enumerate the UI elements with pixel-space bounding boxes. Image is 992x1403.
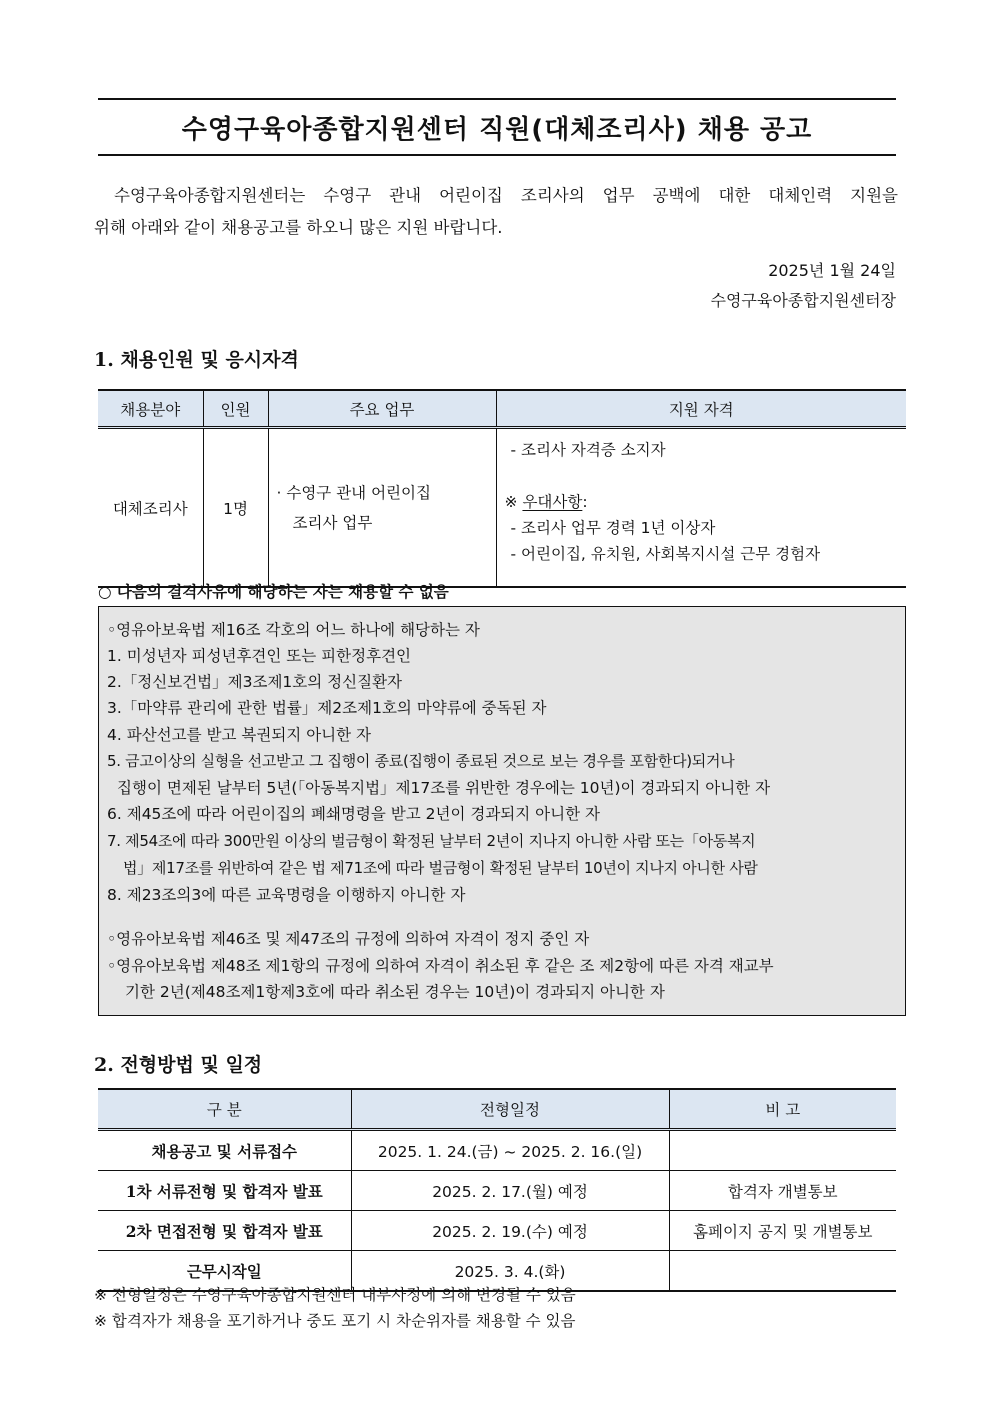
issuer: 수영구육아종합지원센터장 [710,291,896,310]
row-schedule: 2025. 3. 4.(화) [351,1251,669,1292]
header-schedule: 전형일정 [351,1089,669,1130]
header-count: 인원 [203,390,268,428]
dq-line: ◦영유아보육법 제16조 각호의 어느 하나에 해당하는 자 [107,621,480,639]
dq-line: 8. 제23조의3에 따른 교육명령을 이행하지 아니한 자 [107,886,466,904]
schedule-table [98,1088,896,1292]
disqualification-box [98,607,906,1016]
table-row [98,428,906,588]
dq-line: 법」제17조를 위반하여 같은 법 제71조에 따라 벌금형이 확정된 날부터 10년이 지나지 아니한 사람 [123,859,758,877]
intro-line-2: 위해 아래와 같이 채용공고를 하오니 많은 지원 바랍니다. [94,218,503,237]
row-category: 2차 면접전형 및 합격자 발표 [98,1211,351,1251]
qual-1: - 조리사 자격증 소지자 [510,441,666,459]
reference-mark: ※ [504,493,518,511]
table-row [98,1171,896,1211]
dq-line: 6. 제45조에 따라 어린이집의 폐쇄명령을 받고 2년이 경과되지 아니한 자 [107,805,600,823]
preference-label [505,489,906,515]
section1-heading: 1. 채용인원 및 응시자격 [94,349,299,371]
dq-line: 1. 미성년자 피성년후견인 또는 피한정후견인 [107,647,412,665]
table-row [98,1130,896,1171]
row-remarks [669,1251,896,1292]
dq-line: 3.「마약류 관리에 관한 법률」제2조제1호의 마약류에 중독된 자 [107,699,547,717]
disqualification-heading: ○ 다음의 결격사유에 해당하는 자는 채용할 수 없음 [98,578,906,607]
duty-line-2: 조리사 업무 [292,513,373,532]
duty-line-1: · 수영구 관내 어린이집 [276,483,431,502]
intro-line-1: 수영구육아종합지원센터는 수영구 관내 어린이집 조리사의 업무 공백에 대한 대체인력 지원을 [114,186,898,205]
row-category: 1차 서류전형 및 합격자 발표 [98,1171,351,1211]
row-schedule: 2025. 2. 17.(월) 예정 [351,1171,669,1211]
dq-line: 5. 금고이상의 실형을 선고받고 그 집행이 종료(집행이 종료된 것으로 보는 경우를 포함한다)되거나 [107,752,735,770]
table-row [98,1211,896,1251]
pref-1: - 조리사 업무 경력 1년 이상자 [510,519,716,537]
dq-line: 7. 제54조에 따라 300만원 이상의 벌금형이 확정된 날부터 2년이 지나지 아니한 사람 또는「아동복지 [107,832,756,850]
header-field: 채용분야 [98,390,203,428]
note-line: ※ 합격자가 채용을 포기하거나 중도 포기 시 차순위자를 채용할 수 있음 [94,1312,576,1330]
row-remarks: 홈페이지 공지 및 개별통보 [669,1211,896,1251]
row-remarks: 합격자 개별통보 [669,1171,896,1211]
note-line: ※ 전형일정은 수영구육아종합지원센터 내부사정에 의해 변경될 수 있음 [94,1286,576,1304]
table-header-row [98,390,906,428]
header-remarks: 비 고 [669,1089,896,1130]
row-remarks [669,1130,896,1171]
row-schedule: 2025. 2. 19.(수) 예정 [351,1211,669,1251]
dq-line: 4. 파산선고를 받고 복권되지 아니한 자 [107,726,372,744]
cell-qualification [496,428,906,588]
title-box [98,98,896,156]
dq-line: 집행이 면제된 날부터 5년(「아동복지법」제17조를 위반한 경우에는 10년)이 경과되지 아니한 자 [117,779,771,797]
preference-title: 우대사항 [522,493,583,511]
header-duty: 주요 업무 [268,390,496,428]
pref-2: - 어린이집, 유치원, 사회복지시설 근무 경험자 [510,545,821,563]
cell-count: 1명 [203,428,268,588]
dq-line: 기한 2년(제48조제1항제3호에 따라 취소된 경우는 10년)이 경과되지 아니한 자 [125,983,665,1001]
cell-field: 대체조리사 [98,428,203,588]
intro-paragraph [94,180,898,244]
header-qualification: 지원 자격 [496,390,906,428]
header-category: 구 분 [98,1089,351,1130]
row-category: 채용공고 및 서류접수 [98,1130,351,1171]
recruitment-table [98,389,906,588]
date-block [711,256,896,316]
dq-line: ◦영유아보육법 제46조 및 제47조의 규정에 의하여 자격이 정지 중인 자 [107,930,590,948]
notes [94,1282,576,1334]
section2-heading: 2. 전형방법 및 일정 [94,1054,263,1076]
preference-colon: : [582,493,588,511]
dq-line: 2.「정신보건법」제3조제1호의 정신질환자 [107,673,403,691]
table-header-row [98,1089,896,1130]
notice-date: 2025년 1월 24일 [768,261,896,280]
cell-duty [268,428,496,588]
row-schedule: 2025. 1. 24.(금) ~ 2025. 2. 16.(일) [351,1130,669,1171]
dq-line: ◦영유아보육법 제48조 제1항의 규정에 의하여 자격이 취소된 후 같은 조 제2항에 따른 자격 재교부 [107,957,774,975]
row-category: 근무시작일 [98,1251,351,1292]
page-title: 수영구육아종합지원센터 직원(대체조리사) 채용 공고 [181,114,813,145]
